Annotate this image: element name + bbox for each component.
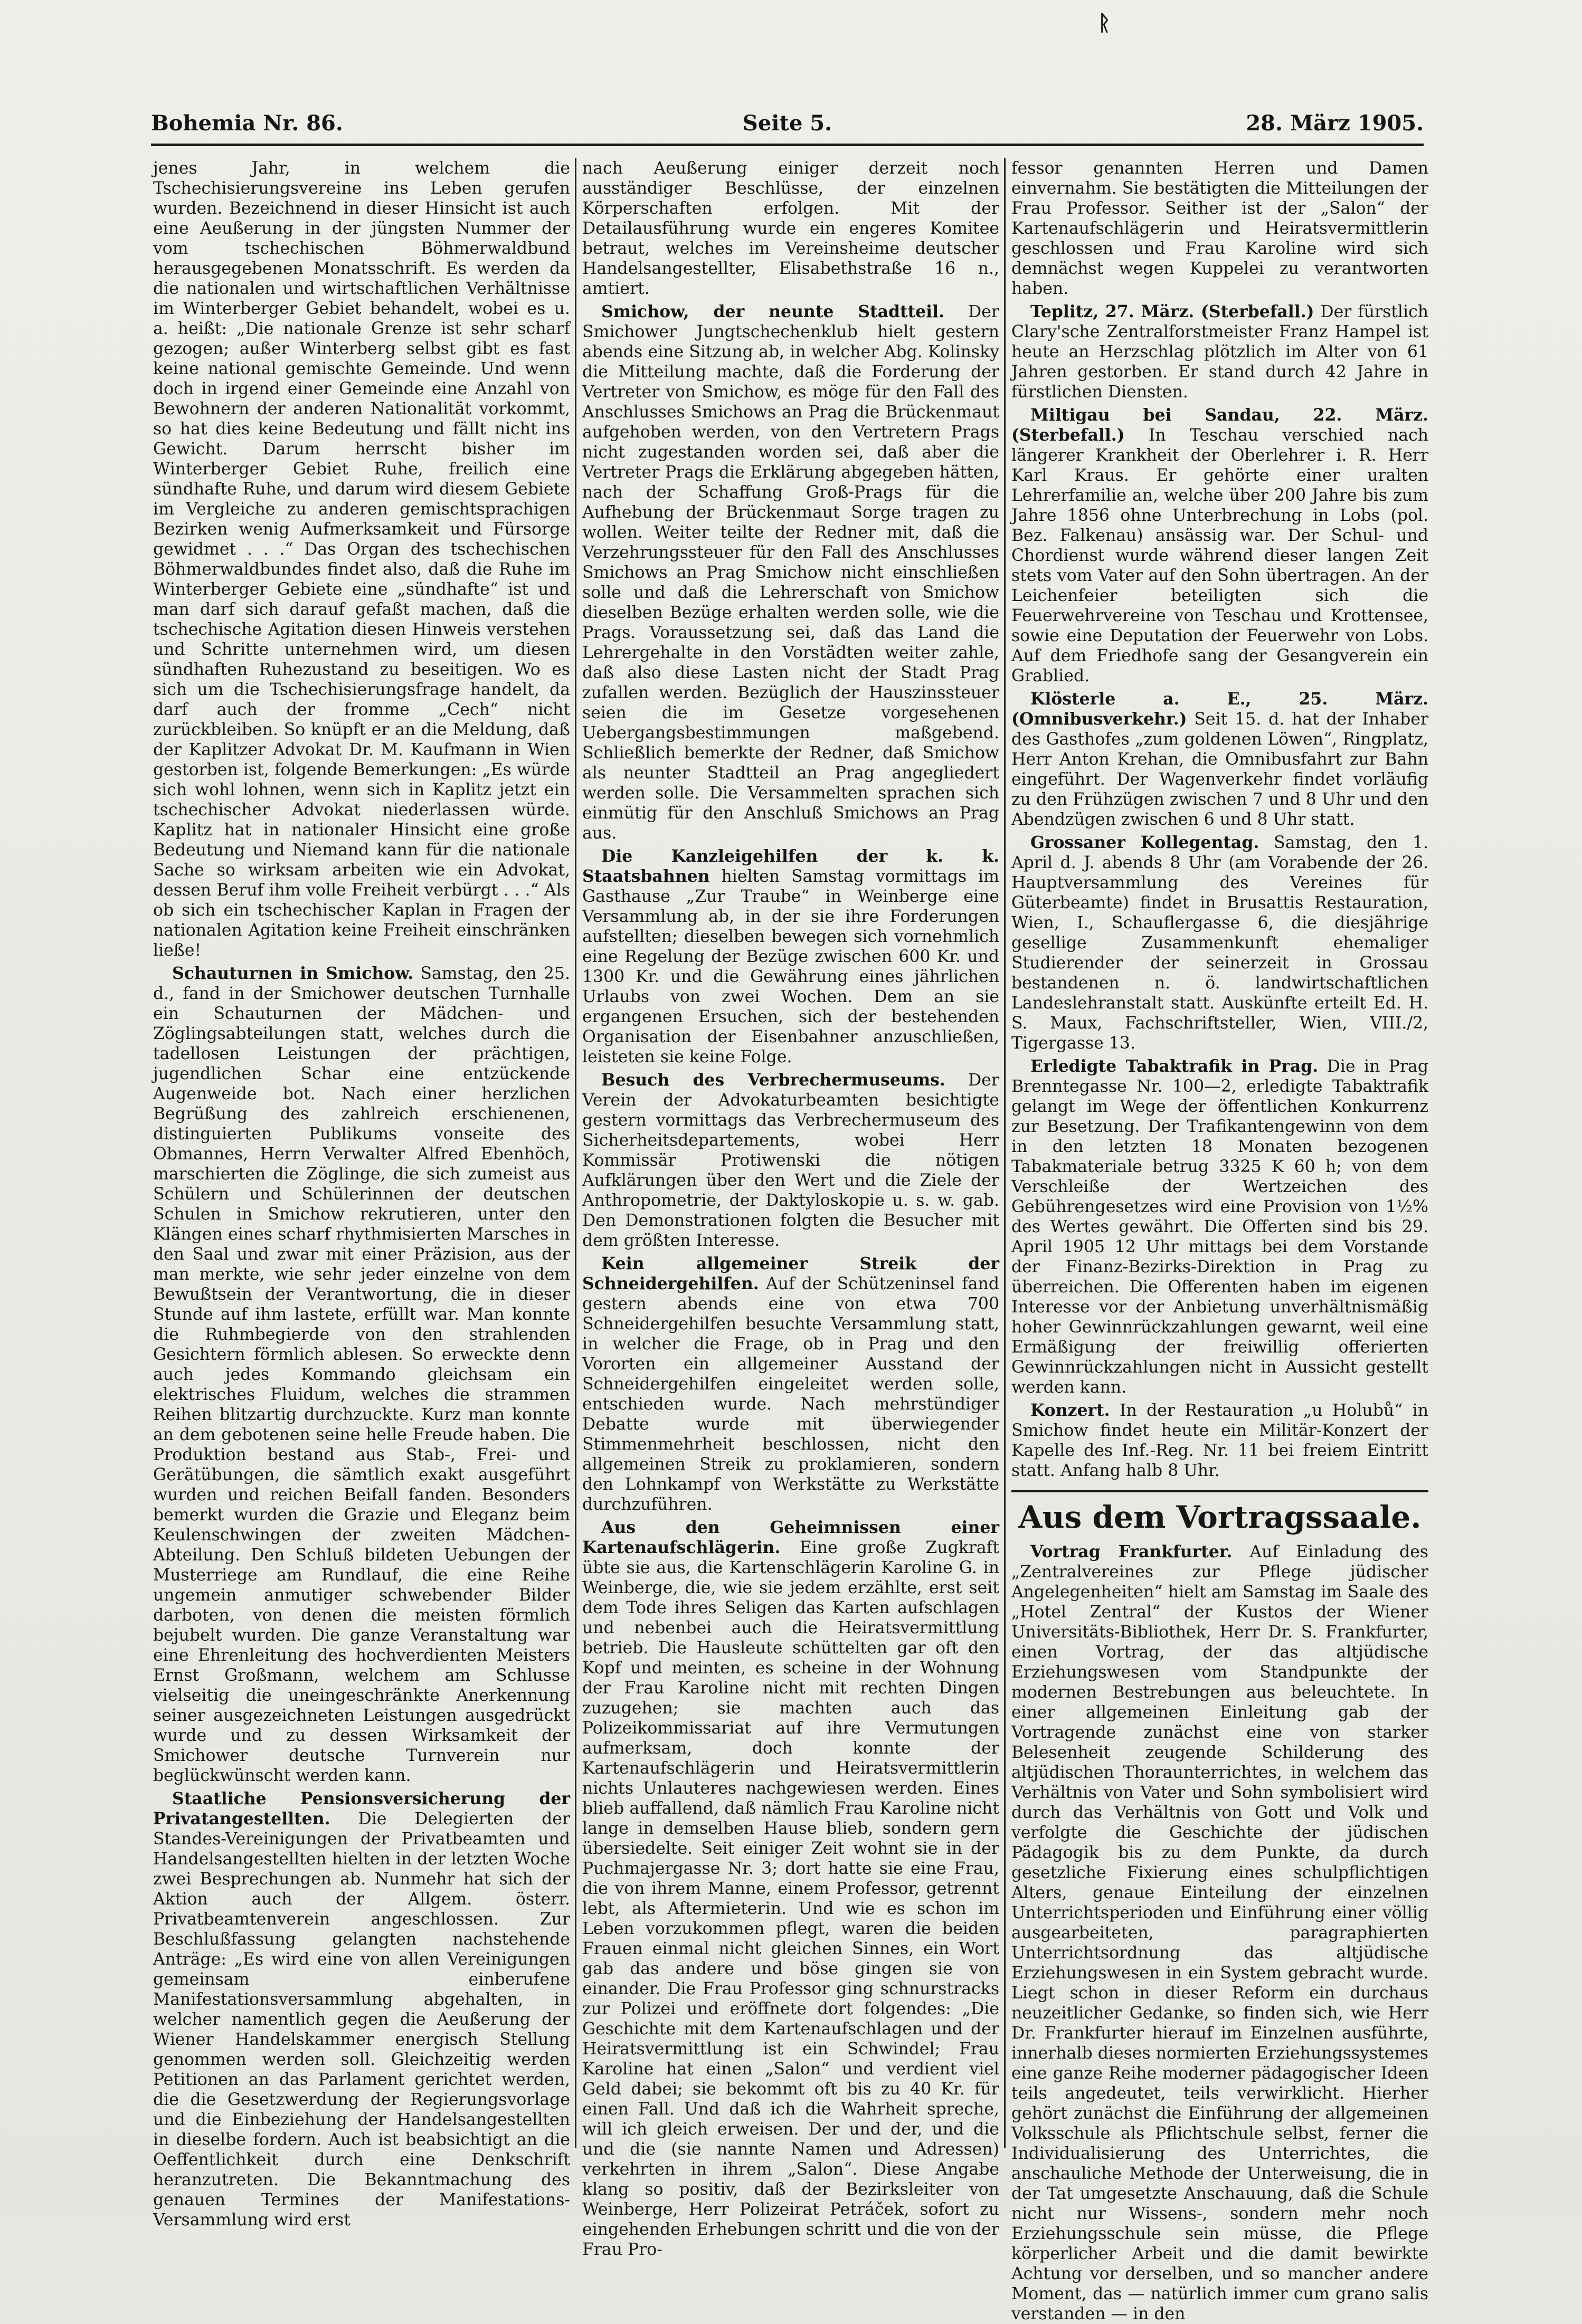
column-separator	[1004, 158, 1006, 2148]
article-paragraph	[582, 846, 999, 1067]
page-header	[151, 111, 1424, 148]
article-paragraph	[582, 302, 999, 843]
article-paragraph	[1011, 1401, 1428, 1481]
article-text: Samstag, den 1. April d. J. abends 8 Uhr (am Vorabende der 26. Hauptversammlung des Vereines für Güterbeamte) findet in Brusattis Restauration, Wien, I., Schauflergasse 6, die diesjährige gesellige Zusammenkunft ehemaliger Studierender der seinerzeit in Grossau bestandenen n. ö. landwirtschaftlichen Landeslehranstalt statt. Auskünfte erteilt Ed. H. S. Maux, Fachschriftsteller, Wien, VIII./2, Tigergasse 13.	[1011, 833, 1428, 1053]
article-paragraph	[1011, 1542, 1428, 2324]
article-heading: Besuch des Verbrechermuseums.	[601, 1070, 945, 1090]
article-paragraph	[582, 1254, 999, 1515]
column-1	[153, 158, 571, 2230]
article-heading: Aus den Geheimnissen einer Kartenaufschlägerin.	[582, 1518, 999, 1557]
header-page-number: Seite 5.	[742, 111, 832, 136]
header-rule	[151, 144, 1424, 146]
article-text: Samstag, den 25. d., fand in der Smichower deutschen Turnhalle ein Schauturnen der Mädchen- und Zöglingsabteilungen statt, welches durch die tadellosen Leistungen der prächtigen, jugendlichen Schar eine entzückende Augenweide bot. Nach einer herzlichen Begrüßung des zahlreich erschienenen, distinguierten Publikums vonseite des Obmannes, Herrn Verwalter Alfred Ebenhöch, marschierten die Zöglinge, die sich zumeist aus Schülern und Schülerinnen der deutschen Schulen in Smichow rekrutieren, unter den Klängen eines scharf rhythmisierten Marsches in den Saal und zwar mit einer Präzision, aus der man merkte, wie sehr jeder einzelne von dem Bewußtsein der Verantwortung, die in dieser Stunde auf ihm lastete, erfüllt war. Man konnte die Ruhmbegierde von den strahlenden Gesichtern förmlich ablesen. So erweckte denn auch jedes Kommando gleichsam ein elektrisches Fluidum, welches die strammen Reihen blitzartig durchzuckte. Kurz man konnte an dem gebotenen seine helle Freude haben. Die Produktion bestand aus Stab-, Frei- und Gerätübungen, die sämtlich exakt ausgeführt wurden und reichen Beifall fanden. Besonders bemerkt wurden die Grazie und Eleganz beim Keulenschwingen der zweiten Mädchen-Abteilung. Den Schluß bildeten Uebungen der Musterriege am Rundlauf, die eine Reihe ungemein anmutiger schwebender Bilder darboten, von denen die meisten förmlich bejubelt wurden. Die ganze Veranstaltung war eine Ehrenleitung des hochverdienten Meisters Ernst Großmann, welchem am Schlusse vielseitig die uneingeschränkte Anerkennung seiner ausgezeichneten Leistungen ausgedrückt wurde und zu dessen Wirksamkeit der Smichower deutsche Turnverein nur beglückwünscht werden kann.	[153, 964, 570, 1785]
article-text: Die in Prag Brenntegasse Nr. 100—2, erledigte Tabaktrafik gelangt im Wege der öffentlichen Konkurrenz zur Besetzung. Der Trafikantengewinn von dem in den letzten 18 Monaten bezogenen Tabakmateriale betrug 3325 K 60 h; von dem Verschleiße der Wertzeichen des Gebührengesetzes wird eine Provision von 1½% des Wertes gewährt. Die Offerten sind bis 29. April 1905 12 Uhr mittags bei dem Vorstande der Finanz-Bezirks-Direktion in Prag zu überreichen. Die Offerenten haben im eigenen Interesse vor der Anbietung unverhältnismäßig hoher Gewinnrückzahlungen gewarnt, weil eine Ermäßigung der freiwillig offerierten Gewinnrückzahlungen nicht in Aussicht gestellt werden kann.	[1011, 1057, 1428, 1397]
article-text: Auf Einladung des „Zentralvereines zur Pflege jüdischer Angelegenheiten“ hielt am Samstag im Saale des „Hotel Zentral“ der Kustos der Wiener Universitäts-Bibliothek, Herr Dr. S. Frankfurter, einen Vortrag, der das altjüdische Erziehungswesen vom Standpunkte der modernen Bestrebungen aus beleuchtete. In einer allgemeinen Einleitung gab der Vortragende zunächst eine von starker Belesenheit zeugende Schilderung des altjüdischen Thoraunterrichtes, in welchem das Verhältnis von Vater und Sohn symbolisiert wird durch das Verhältnis von Gott und Volk und verfolgte die Geschichte der jüdischen Pädagogik bis zu dem Punkte, da durch gesetzliche Fixierung eines schulpflichtigen Alters, genaue Einteilung der einzelnen Unterrichtsperioden und Einführung einer völlig ausgearbeiteten, paragraphierten Unterrichtsordnung das altjüdische Erziehungswesen in ein System gebracht wurde. Liegt schon in dieser Reform ein durchaus neuzeitlicher Gedanke, so finden sich, wie Herr Dr. Frankfurter hierauf im Einzelnen ausführte, innerhalb dieses normierten Erziehungssystemes eine ganze Reihe moderner pädagogischer Ideen teils angedeutet, teils verwirklicht. Hierher gehört zunächst die Einführung der allgemeinen Volksschule als Pflichtschule selbst, ferner die Individualisierung des Unterrichtes, die anschauliche Methode der Unterweisung, die in der Tat umgesetzte Anschauung, daß die Schule nicht nur Wissens-, sondern mehr noch Erziehungsschule sein müsse, die Pflege körperlicher Arbeit und die damit bewirkte Achtung vor derselben, und so mancher andere Moment, das — natürlich immer cum grano salis verstanden — in den	[1011, 1542, 1429, 2323]
article-heading: Kein allgemeiner Streik der Schneidergehilfen.	[582, 1254, 999, 1293]
article-paragraph	[1011, 158, 1428, 299]
article-heading: Vortrag Frankfurter.	[1030, 1542, 1233, 1561]
article-text: In Teschau verschied nach längerer Krankheit der Oberlehrer i. R. Herr Karl Kraus. Er gehörte einer uralten Lehrerfamilie an, welche über 200 Jahre bis zum Jahre 1856 ohne Unterbrechung in Lobs (pol. Bez. Falkenau) ansässig war. Der Schul- und Chordienst wurde während dieser langen Zeit stets vom Vater auf den Sohn übertragen. An der Leichenfeier beteiligten sich die Feuerwehrvereine von Teschau und Krottensee, sowie eine Deputation der Feuerwehr von Lobs. Auf dem Friedhofe sang der Gesangverein ein Grablied.	[1011, 426, 1429, 685]
article-paragraph	[153, 1789, 570, 2230]
article-heading: Teplitz, 27. März. (Sterbefall.)	[1030, 302, 1314, 321]
article-paragraph	[582, 1518, 999, 2260]
article-paragraph	[1011, 1056, 1428, 1397]
margin-mark: ᚱ	[1098, 11, 1111, 35]
article-heading: Die Kanzleigehilfen der k. k. Staatsbahnen	[582, 846, 999, 886]
article-text: fessor genannten Herren und Damen einvernahm. Sie bestätigten die Mitteilungen der Frau Professor. Seither ist der „Salon“ der Kartenaufschlägerin und Heiratsvermittlerin geschlossen und Frau Karoline wird sich demnächst wegen Kuppelei zu verantworten haben.	[1011, 159, 1428, 298]
article-text: jenes Jahr, in welchem die Tschechisierungsvereine ins Leben gerufen wurden. Bezeichnend in dieser Hinsicht ist auch eine Aeußerung in der jüngsten Nummer der vom tschechischen Böhmerwaldbund herausgegebenen Monatsschrift. Es werden da die nationalen und wirtschaftlichen Verhältnisse im Winterberger Gebiet behandelt, wobei es u. a. heißt: „Die nationale Grenze ist sehr scharf gezogen; außer Winterberg selbst gibt es fast keine national gemischte Gemeinde. Und wenn doch in irgend einer Gemeinde eine Anzahl von Bewohnern der anderen Nationalität vorkommt, so hat dies keine Bedeutung und fällt nicht ins Gewicht. Darum herrscht bisher im Winterberger Gebiet Ruhe, freilich eine sündhafte Ruhe, und darum wird diesem Gebiete im Vergleiche zu anderen gemischtsprachigen Bezirken wenig Aufmerksamkeit und Fürsorge gewidmet . . .“ Das Organ des tschechischen Böhmerwaldbundes findet also, daß die Ruhe im Winterberger Gebiete eine „sündhafte“ ist und man darf sich darauf gefaßt machen, daß die tschechische Agitation diesen Hinweis verstehen und Schritte unternehmen wird, um diesen sündhaften Ruhezustand zu beseitigen. Wo es sich um die Tschechisierungsfrage handelt, da darf auch der fromme „Cech“ nicht zurückbleiben. So knüpft er an die Meldung, daß der Kaplitzer Advokat Dr. M. Kaufmann in Wien gestorben ist, folgende Bemerkungen: „Es würde sich wohl lohnen, wenn sich in Kaplitz jetzt ein tschechischer Advokat niederlassen würde. Kaplitz hat in nationaler Hinsicht eine große Bedeutung und Niemand kann für die nationale Sache so wirksam arbeiten wie ein Advokat, dessen Beruf ihm volle Freiheit verbürgt . . .“ Als ob sich ein tschechischer Kaplan in Fragen der nationalen Agitation keine Freiheit einschränken ließe!	[153, 159, 570, 960]
article-text: Eine große Zugkraft übte sie aus, die Kartenschlägerin Karoline G. in Weinberge, die, wie sie jedem erzählte, erst seit dem Tode ihres Seligen das Karten aufschlagen und nebenbei auch die Heiratsvermittlung betrieb. Die Hausleute schüttelten gar oft den Kopf und meinten, es scheine in der Wohnung der Frau Karoline nicht mit rechten Dingen zuzugehen; sie machten auch das Polizeikommissariat auf ihre Vermutungen aufmerksam, doch konnte der Kartenaufschlägerin und Heiratsvermittlerin nichts Unlauteres nachgewiesen werden. Eines blieb auffallend, daß nämlich Frau Karoline nicht lange in demselben Hause blieb, sondern gern übersiedelte. Seit einiger Zeit wohnt sie in der Puchmajergasse Nr. 3; dort hatte sie eine Frau, die von ihrem Manne, einem Professor, getrennt lebt, als Aftermieterin. Und wie es schon im Leben vorzukommen pflegt, waren die beiden Frauen einmal nicht gleichen Sinnes, ein Wort gab das andere und böse gingen sie von einander. Die Frau Professor ging schnurstracks zur Polizei und eröffnete dort folgendes: „Die Geschichte mit dem Kartenaufschlagen und der Heiratsvermittlung ist ein Schwindel; Frau Karoline hat einen „Salon“ und verdient viel Geld dabei; sie bekommt oft bis zu 40 Kr. für einen Fall. Und daß ich die Wahrheit spreche, will ich gleich erweisen. Der und der, und die und die (sie nannte Namen und Adressen) verkehrten in ihrem „Salon“. Diese Angabe klang so positiv, daß der Bezirksleiter von Weinberge, Herr Polizeirat Petráček, sofort zu eingehenden Erhebungen schritt und die von der Frau Pro-	[582, 1538, 999, 2259]
article-text: Seit 15. d. hat der Inhaber des Gasthofes „zum goldenen Löwen“, Ringplatz, Herr Anton Krehan, die Omnibusfahrt zur Bahn eingeführt. Der Wagenverkehr findet vorläufig zu den Frühzügen zwischen 7 und 8 Uhr und den Abendzügen zwischen 6 und 8 Uhr statt.	[1011, 710, 1429, 829]
article-heading: Grossaner Kollegentag.	[1030, 833, 1259, 852]
article-paragraph	[1011, 405, 1428, 686]
article-paragraph	[153, 964, 570, 1786]
article-heading: Erledigte Tabaktrafik in Prag.	[1030, 1056, 1319, 1076]
column-3	[1011, 158, 1429, 2323]
article-text: In der Restauration „u Holubů“ in Smichow findet heute ein Militär-Konzert der Kapelle des Inf.-Reg. Nr. 11 bei freiem Eintritt statt. Anfang halb 8 Uhr.	[1011, 1401, 1428, 1480]
article-text: hielten Samstag vormittags im Gasthause „Zur Traube“ in Weinberge eine Versammlung ab, in der sie ihre Forderungen aufstellten; dieselben bewegen sich vornehmlich eine Regelung der Bezüge zwischen 600 Kr. und 1300 Kr. und die Gewährung eines jährlichen Urlaubs von zwei Wochen. Dem an sie ergangenen Ersuchen, sich der bestehenden Organisation der Eisenbahner anzuschließen, leisteten sie keine Folge.	[582, 867, 999, 1066]
article-paragraph	[582, 158, 999, 299]
article-paragraph	[1011, 833, 1428, 1053]
article-paragraph	[1011, 302, 1428, 402]
article-paragraph	[153, 158, 570, 960]
article-heading: Miltigau bei Sandau, 22. März. (Sterbefall.)	[1011, 405, 1428, 445]
section-heading: Aus dem Vortragssaale.	[1011, 1490, 1428, 1535]
article-text: Die Delegierten der Standes-Vereinigungen der Privatbeamten und Handelsangestellten hielten in der letzten Woche zwei Besprechungen ab. Nunmehr hat sich der Aktion auch der Allgem. österr. Privatbeamtenverein angeschlossen. Zur Beschlußfassung gelangten nachstehende Anträge: „Es wird eine von allen Vereinigungen gemeinsam einberufene Manifestationsversammlung abgehalten, in welcher namentlich gegen die Aeußerung der Wiener Handelskammer energisch Stellung genommen werden soll. Gleichzeitig werden Petitionen an das Parlament gerichtet werden, die die Gesetzwerdung der Regierungsvorlage und die Einbeziehung der Handelsangestellten in dieselbe fordern. Auch ist beabsichtigt an die Oeffentlichkeit durch eine Denkschrift heranzutreten. Die Bekanntmachung des genauen Termines der Manifestations-Versammlung wird erst	[153, 1809, 571, 2230]
article-heading: Konzert.	[1030, 1401, 1110, 1420]
article-text: Der fürstlich Clary'sche Zentralforstmeister Franz Hampel ist heute an Herzschlag plötzlich im Alter von 61 Jahren gestorben. Er stand durch 42 Jahre in fürstlichen Diensten.	[1011, 302, 1429, 402]
article-heading: Schauturnen in Smichow.	[172, 964, 414, 983]
article-text: Auf der Schützeninsel fand gestern abends eine von etwa 700 Schneidergehilfen besuchte Versammlung statt, in welcher die Frage, ob in Prag und den Vororten ein allgemeiner Ausstand der Schneidergehilfen eingeleitet werden solle, entschieden wurde. Nach mehrstündiger Debatte wurde mit überwiegender Stimmenmehrheit beschlossen, nicht den allgemeinen Streik zu proklamieren, sondern den Lohnkampf von Werkstätte zu Werkstätte durchzuführen.	[582, 1274, 999, 1514]
header-publication: Bohemia Nr. 86.	[151, 111, 343, 136]
article-paragraph	[1011, 689, 1428, 830]
article-text: Der Smichower Jungtschechenklub hielt gestern abends eine Sitzung ab, in welcher Abg. Kolinsky die Mitteilung machte, daß die Forderung der Vertreter von Smichow, es möge für den Fall des Anschlusses Smichows an Prag die Brückenmaut aufgehoben werden, von den Vertretern Prags nicht zugestanden worden sei, daß aber die Vertreter Prags die Erklärung abgegeben hätten, nach der Schaffung Groß-Prags für die Aufhebung der Brückenmaut Sorge tragen zu wollen. Weiter teilte der Redner mit, daß die Verzehrungssteuer für den Fall des Anschlusses Smichows an Prag Smichow nicht einschließen solle und daß die Lehrerschaft von Smichow dieselben Bezüge erhalten werden solle, wie die Prags. Voraussetzung sei, daß das Land die Lehrergehalte in den Vorstädten weiter zahle, daß also diese Lasten nicht der Stadt Prag zufallen werden. Bezüglich der Hauszinssteuer seien die im Gesetze vorgesehenen Uebergangsbestimmungen maßgebend. Schließlich bemerkte der Redner, daß Smichow als neunter Stadtteil an Prag angegliedert werden solle. Die Versammelten sprachen sich einmütig für den Anschluß Smichows an Prag aus.	[582, 302, 999, 843]
column-2	[582, 158, 999, 2259]
article-heading: Staatliche Pensionsversicherung der Privatangestellten.	[153, 1789, 570, 1828]
column-separator	[575, 158, 576, 2148]
article-heading: Klösterle a. E., 25. März. (Omnibusverkehr.)	[1011, 689, 1428, 729]
article-text: nach Aeußerung einiger derzeit noch ausständiger Beschlüsse, der einzelnen Körperschaften erfolgen. Mit der Detailausführung wurde ein engeres Komitee betraut, welches im Vereinsheime deutscher Handelsangestellter, Elisabethstraße 16 n., amtiert.	[582, 159, 999, 298]
article-heading: Smichow, der neunte Stadtteil.	[601, 302, 945, 321]
article-text: Der Verein der Advokaturbeamten besichtigte gestern vormittags das Verbrechermuseum des Sicherheitsdepartements, wobei Herr Kommissär Protiwenski die nötigen Aufklärungen über den Wert und die Ziele der Anthropometrie, der Daktyloskopie u. s. w. gab. Den Demonstrationen folgten die Besucher mit dem größten Interesse.	[582, 1071, 999, 1250]
header-date: 28. März 1905.	[1246, 111, 1424, 136]
article-paragraph	[582, 1070, 999, 1251]
